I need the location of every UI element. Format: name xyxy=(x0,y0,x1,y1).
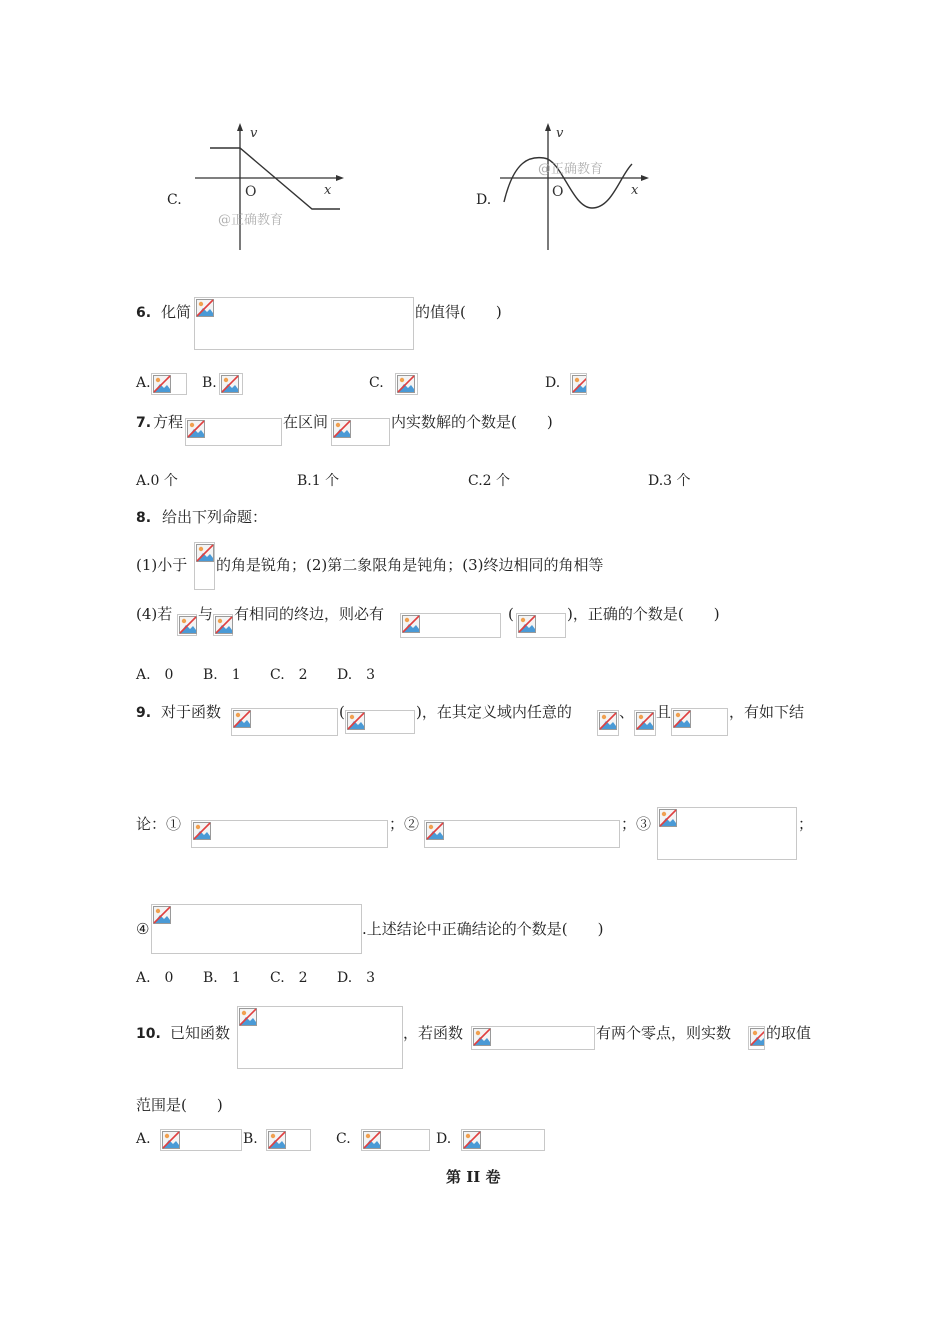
graph-c xyxy=(160,120,350,255)
q8-option-b: B. 1 xyxy=(203,667,241,683)
q6-option-c: C. xyxy=(369,375,384,391)
q9-option-c: C. 2 xyxy=(270,970,308,986)
q8-line2-c: 有相同的终边，则必有 xyxy=(234,605,385,623)
q7-equation-image xyxy=(185,418,282,446)
q7-interval-image xyxy=(331,418,390,446)
broken-image-icon xyxy=(187,420,205,438)
q8-k-image xyxy=(516,613,566,638)
broken-image-icon xyxy=(333,420,351,438)
q10-text-c: 有两个零点，则实数 xyxy=(596,1024,732,1042)
q8-line2-e: )，正确的个数是( ) xyxy=(567,605,720,623)
q9-line2-d: ； xyxy=(798,815,814,833)
broken-image-icon xyxy=(153,906,171,924)
q9-text-c: )，在其定义域内任意的 xyxy=(416,703,572,721)
broken-image-icon xyxy=(518,615,536,633)
broken-image-icon xyxy=(636,712,654,730)
q9-text-d: 、 xyxy=(619,703,635,721)
graph-d-label: D. xyxy=(476,192,492,208)
broken-image-icon xyxy=(196,544,214,562)
broken-image-icon xyxy=(233,710,251,728)
q10-option-d-image xyxy=(461,1129,545,1151)
q8-line2-d: ( xyxy=(508,605,514,623)
broken-image-icon xyxy=(426,822,444,840)
broken-image-icon xyxy=(659,809,677,827)
q10-option-a: A. xyxy=(136,1131,151,1147)
broken-image-icon xyxy=(363,1131,381,1149)
q10-text-b: ，若函数 xyxy=(403,1024,464,1042)
broken-image-icon xyxy=(572,375,587,393)
q6-option-d-image xyxy=(570,373,587,395)
broken-image-icon xyxy=(196,299,214,317)
q9-neq-image xyxy=(671,708,728,736)
graph-c-origin: O xyxy=(245,184,257,200)
broken-image-icon xyxy=(473,1028,491,1046)
q10-option-b: B. xyxy=(243,1131,258,1147)
q10-line2: 范围是( ) xyxy=(136,1096,223,1114)
q9-line2-b: ；② xyxy=(389,815,420,833)
q6-formula-image xyxy=(194,297,414,350)
q8-line2-b: 与 xyxy=(198,605,214,623)
q7-option-c: C.2 个 xyxy=(468,473,511,489)
q9-x1-image xyxy=(597,710,619,736)
q8-equation-image xyxy=(400,613,501,638)
q9-text-e: 且 xyxy=(656,703,672,721)
q6-option-c-image xyxy=(395,373,418,395)
q9-function-image xyxy=(231,708,338,736)
q7-text-c: 内实数解的个数是( ) xyxy=(391,413,553,431)
q6-option-b-image xyxy=(219,373,243,395)
graph-d-plot xyxy=(500,120,660,255)
broken-image-icon xyxy=(193,822,211,840)
q9-option-d: D. 3 xyxy=(337,970,376,986)
q10-gx-image xyxy=(471,1026,595,1050)
broken-image-icon xyxy=(347,712,365,730)
q10-a-image xyxy=(748,1026,765,1050)
broken-image-icon xyxy=(402,615,420,633)
q7-number: 7. xyxy=(136,415,152,431)
q10-option-c-image xyxy=(361,1129,430,1151)
broken-image-icon xyxy=(162,1131,180,1149)
graph-d-watermark: @正确教育 xyxy=(538,162,604,177)
graph-d-axis-y: v xyxy=(556,126,564,141)
broken-image-icon xyxy=(268,1131,286,1149)
q8-beta-image xyxy=(213,614,233,636)
broken-image-icon xyxy=(463,1131,481,1149)
broken-image-icon xyxy=(239,1008,257,1026)
q6-text-a: 化简 xyxy=(161,303,192,321)
q8-option-d: D. 3 xyxy=(337,667,376,683)
q6-option-d: D. xyxy=(545,375,561,391)
q9-number: 9. xyxy=(136,705,152,721)
q9-line2-a: 论：① xyxy=(136,815,182,833)
q6-option-a-image xyxy=(151,373,187,395)
q9-option-b: B. 1 xyxy=(203,970,241,986)
q8-number: 8. xyxy=(136,510,152,526)
q7-option-a: A.0 个 xyxy=(136,473,178,489)
broken-image-icon xyxy=(750,1028,765,1046)
graph-d-origin: O xyxy=(552,184,564,200)
broken-image-icon xyxy=(179,616,197,634)
broken-image-icon xyxy=(673,710,691,728)
graph-c-plot xyxy=(190,120,350,255)
q9-condition-image xyxy=(345,710,415,734)
q6-text-b: 的值得( ) xyxy=(415,303,502,321)
q8-option-c: C. 2 xyxy=(270,667,308,683)
q6-option-b: B. xyxy=(202,375,217,391)
broken-image-icon xyxy=(221,375,239,393)
broken-image-icon xyxy=(153,375,171,393)
q9-x2-image xyxy=(634,710,656,736)
broken-image-icon xyxy=(599,712,617,730)
q10-number: 10. xyxy=(136,1026,161,1042)
graph-c-axis-y: v xyxy=(250,126,258,141)
q8-line1-a: (1)小于 xyxy=(136,556,188,574)
q10-text-a: 已知函数 xyxy=(170,1024,231,1042)
q7-text-a: 方程 xyxy=(153,413,184,431)
q10-text-d: 的取值 xyxy=(766,1024,812,1042)
section-title: 第 II 卷 xyxy=(446,1168,501,1186)
q8-alpha-image xyxy=(177,614,197,636)
q9-conclusion-1-image xyxy=(191,820,388,848)
broken-image-icon xyxy=(397,375,415,393)
graph-d-axis-x: x xyxy=(631,183,639,198)
graph-d xyxy=(470,120,660,255)
q9-option-a: A. 0 xyxy=(136,970,174,986)
q10-piecewise-image xyxy=(237,1006,403,1069)
graph-c-axis-x: x xyxy=(324,183,332,198)
q10-option-c: C. xyxy=(336,1131,351,1147)
q9-text-a: 对于函数 xyxy=(161,703,222,721)
q9-text-b: ( xyxy=(339,703,345,721)
q8-text: 给出下列命题： xyxy=(162,508,268,526)
q9-line3-a: ④ xyxy=(136,920,150,938)
q6-option-a: A. xyxy=(136,375,151,391)
broken-image-icon xyxy=(215,616,233,634)
q9-conclusion-2-image xyxy=(424,820,620,848)
q8-angle-image xyxy=(194,542,215,590)
graph-c-watermark: @正确教育 xyxy=(218,213,284,228)
q6-number: 6. xyxy=(136,305,152,321)
q10-option-a-image xyxy=(160,1129,242,1151)
q9-conclusion-4-image xyxy=(151,904,362,954)
q9-conclusion-3-image xyxy=(657,807,797,860)
q7-option-b: B.1 个 xyxy=(297,473,340,489)
q8-line2-a: (4)若 xyxy=(136,605,173,623)
q8-line1-b: 的角是锐角；(2)第二象限角是钝角；(3)终边相同的角相等 xyxy=(216,556,604,574)
q7-text-b: 在区间 xyxy=(283,413,329,431)
q9-line2-c: ；③ xyxy=(621,815,652,833)
q10-option-d: D. xyxy=(436,1131,452,1147)
q10-option-b-image xyxy=(266,1129,311,1151)
q7-option-d: D.3 个 xyxy=(648,473,691,489)
q8-option-a: A. 0 xyxy=(136,667,174,683)
graph-c-label: C. xyxy=(167,192,182,208)
q9-line3-b: .上述结论中正确结论的个数是( ) xyxy=(362,920,604,938)
q9-text-f: ，有如下结 xyxy=(729,703,805,721)
